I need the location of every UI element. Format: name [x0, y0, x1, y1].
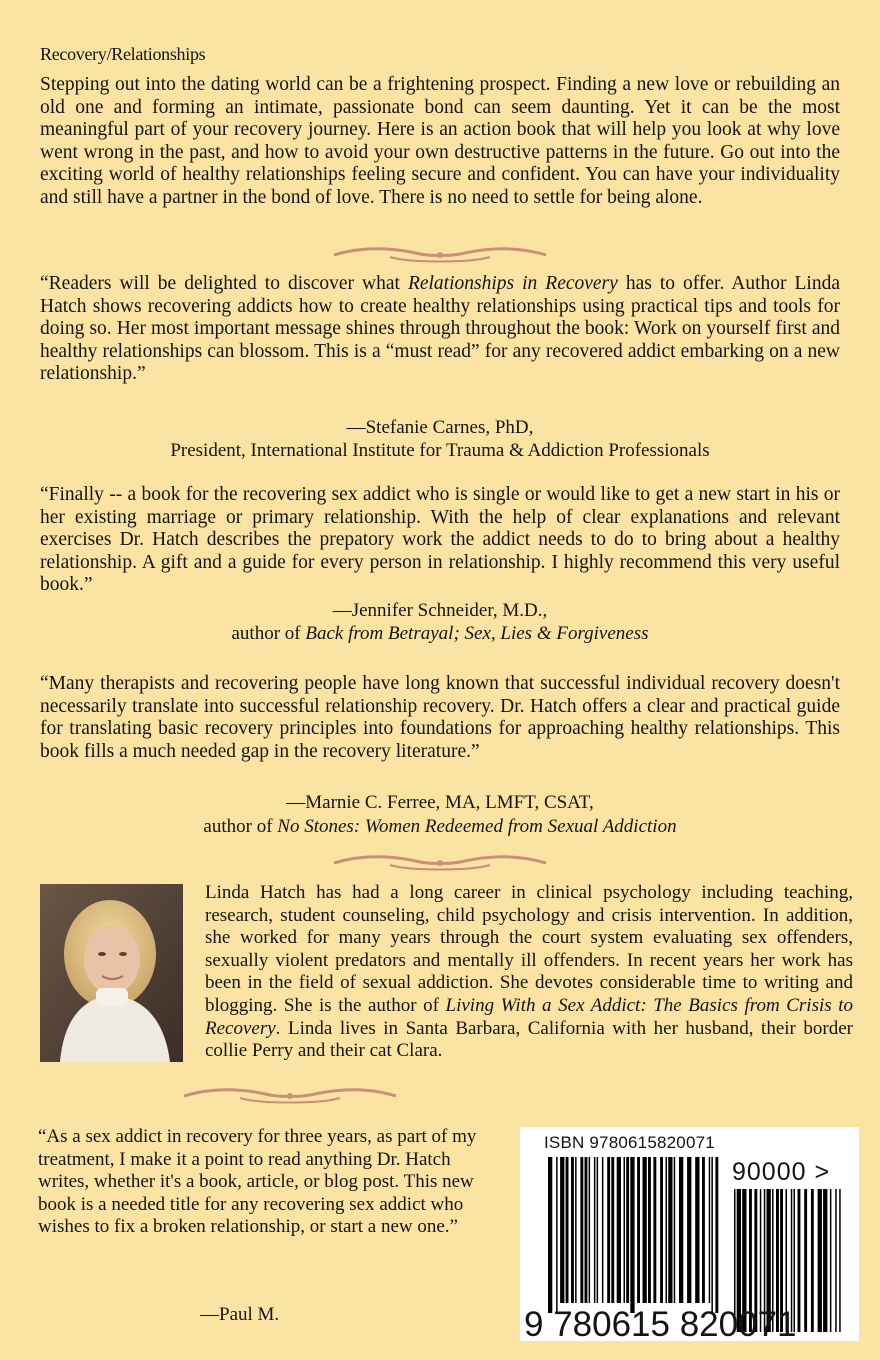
barcode-bar	[674, 1157, 676, 1303]
barcode-bar	[818, 1189, 822, 1332]
barcode-bar	[597, 1157, 599, 1303]
barcode-bar	[626, 1157, 629, 1303]
barcode-bar	[571, 1157, 574, 1303]
barcode-bar	[798, 1189, 801, 1332]
attribution-ferree-role	[0, 815, 880, 838]
barcode-bar	[602, 1157, 604, 1303]
quote-carnes-title: Relationships in Recovery	[407, 273, 618, 294]
barcode-bar	[811, 1189, 814, 1332]
barcode-bar	[830, 1189, 832, 1332]
barcode-bar	[660, 1157, 663, 1303]
author-bio	[205, 882, 853, 1063]
attribution-schneider-title: Back from Betrayal; Sex, Lies & Forgiveness	[305, 623, 649, 644]
barcode-bar	[566, 1157, 569, 1303]
attribution-ferree-title: No Stones: Women Redeemed from Sexual Addiction	[277, 816, 677, 837]
barcode-bar	[575, 1157, 577, 1303]
barcode-bar	[679, 1157, 683, 1303]
attribution-ferree-name: —Marnie C. Ferree, MA, LMFT, CSAT,	[286, 792, 594, 813]
barcode-bar	[666, 1157, 668, 1303]
barcode-bar	[804, 1189, 807, 1332]
attribution-schneider-role	[0, 622, 880, 645]
barcode-bar	[653, 1157, 656, 1303]
barcode-bar	[709, 1157, 711, 1303]
attribution-carnes-name: —Stefanie Carnes, PhD,	[346, 417, 534, 438]
price-code: 90000 >	[732, 1158, 831, 1186]
intro-paragraph: Stepping out into the dating world can be a frightening prospect. Finding a new love or rebuilding an old one and forming an intimate, passionate bond can seem daunting. Yet it can be the most meaningful part of your recovery journey. Here is an action book that will help you look at why love went wrong in the past, and how to avoid your own destructive patterns in the future. Go out into the exciting world of healthy relationships feeling secure and confident. You can have your individuality and still have a partner in the bond of love. There is no need to settle for being alone.	[40, 74, 840, 208]
barcode-digits: 9 780615 820071	[524, 1305, 797, 1344]
ornament-divider-3	[180, 1084, 400, 1108]
barcode-bar	[580, 1157, 583, 1303]
isbn-label: ISBN 9780615820071	[544, 1133, 715, 1152]
quote-carnes-text-b: has to offer. Author Linda Hatch shows recovering addicts how to create healthy relationships using practical tips and tools for doing so. Her most important message shines through throughout the book: Work on yourself first and healthy relationships can blossom. This is a “must read” for any recovered addict embarking on a new relationship.”	[40, 273, 840, 385]
attribution-carnes-role: President, International Institute for Trauma & Addiction Professionals	[170, 440, 710, 461]
barcode-bar	[687, 1157, 691, 1303]
barcode-bar	[556, 1157, 558, 1313]
barcode-bar	[643, 1157, 647, 1303]
barcode-bar	[589, 1157, 591, 1303]
quote-ferree: “Many therapists and recovering people have long known that successful individual recovery doesn't necessarily translate into successful relationship recovery. Dr. Hatch offers a clear and practical guide for translating basic recovery principles into foundations for approaching healthy relationships. This book fills a much needed gap in the recovery literature.”	[40, 673, 840, 762]
barcode-block	[520, 1127, 859, 1344]
attribution-paul-name: —Paul M.	[200, 1304, 280, 1325]
barcode-bar	[711, 1157, 713, 1313]
barcode-bar	[594, 1157, 596, 1303]
barcode-bar	[624, 1157, 626, 1303]
barcode-bar	[648, 1157, 651, 1303]
barcode-bar	[617, 1157, 621, 1303]
barcode-bar	[715, 1157, 718, 1313]
quote-carnes-text-a: “Readers will be delighted to discover what	[40, 273, 408, 294]
barcode-bar	[585, 1157, 588, 1303]
ornament-divider-2	[330, 851, 550, 875]
barcode-bar	[823, 1189, 827, 1332]
barcode-bar	[611, 1157, 614, 1303]
barcode-bar	[637, 1157, 640, 1303]
barcode-bar	[607, 1157, 610, 1303]
barcode-bar	[695, 1157, 699, 1303]
barcode-bar	[702, 1157, 705, 1303]
barcode-bar	[835, 1189, 837, 1332]
author-bio-text-a: Linda Hatch has had a long career in clinical psychology including teaching, research, student counseling, child psychology and crisis intervention. In addition, she worked for many years through the court system evaluating sex offenders, sexually violent predators and mentally ill offenders. In recent years her work has been in the field of sexual addiction. She devotes considerable time to writing and blogging. She is the author of	[205, 882, 853, 1016]
quote-carnes	[40, 273, 840, 386]
category-label: Recovery/Relationships	[40, 44, 206, 64]
barcode-bar	[668, 1157, 672, 1303]
barcode-bar	[630, 1157, 634, 1313]
barcode-bar	[548, 1157, 552, 1313]
quote-paul: “As a sex addict in recovery for three years, as part of my treatment, I make it a point to read anything Dr. Hatch writes, whether it's a book, article, or blog post. This new book is a needed title for any recovering sex addict who wishes to fix a broken relationship, or start a new one.”	[38, 1126, 477, 1238]
attribution-schneider-name: —Jennifer Schneider, M.D.,	[332, 600, 548, 621]
barcode-bar	[560, 1157, 564, 1303]
attribution-schneider-prefix: author of	[231, 623, 306, 644]
quote-schneider: “Finally -- a book for the recovering sex addict who is single or would like to get a new start in his or her existing marriage or primary relationship. With the help of clear explanations and relevant exercises Dr. Hatch describes the prepatory work the addict needs to do to bring about a healthy relationship. A gift and a guide for every person in relationship. I highly recommend this very useful book.”	[40, 484, 840, 596]
author-bio-text-b: . Linda lives in Santa Barbara, California with her husband, their border collie Perry and their cat Clara.	[205, 1017, 853, 1062]
ornament-divider-1	[330, 243, 550, 267]
barcode-bar	[839, 1189, 841, 1332]
author-photo	[40, 884, 183, 1062]
attribution-ferree-prefix: author of	[203, 816, 278, 837]
author-bio-book-title: Living With a Sex Addict: The Basics from Crisis to Recovery	[205, 994, 854, 1039]
